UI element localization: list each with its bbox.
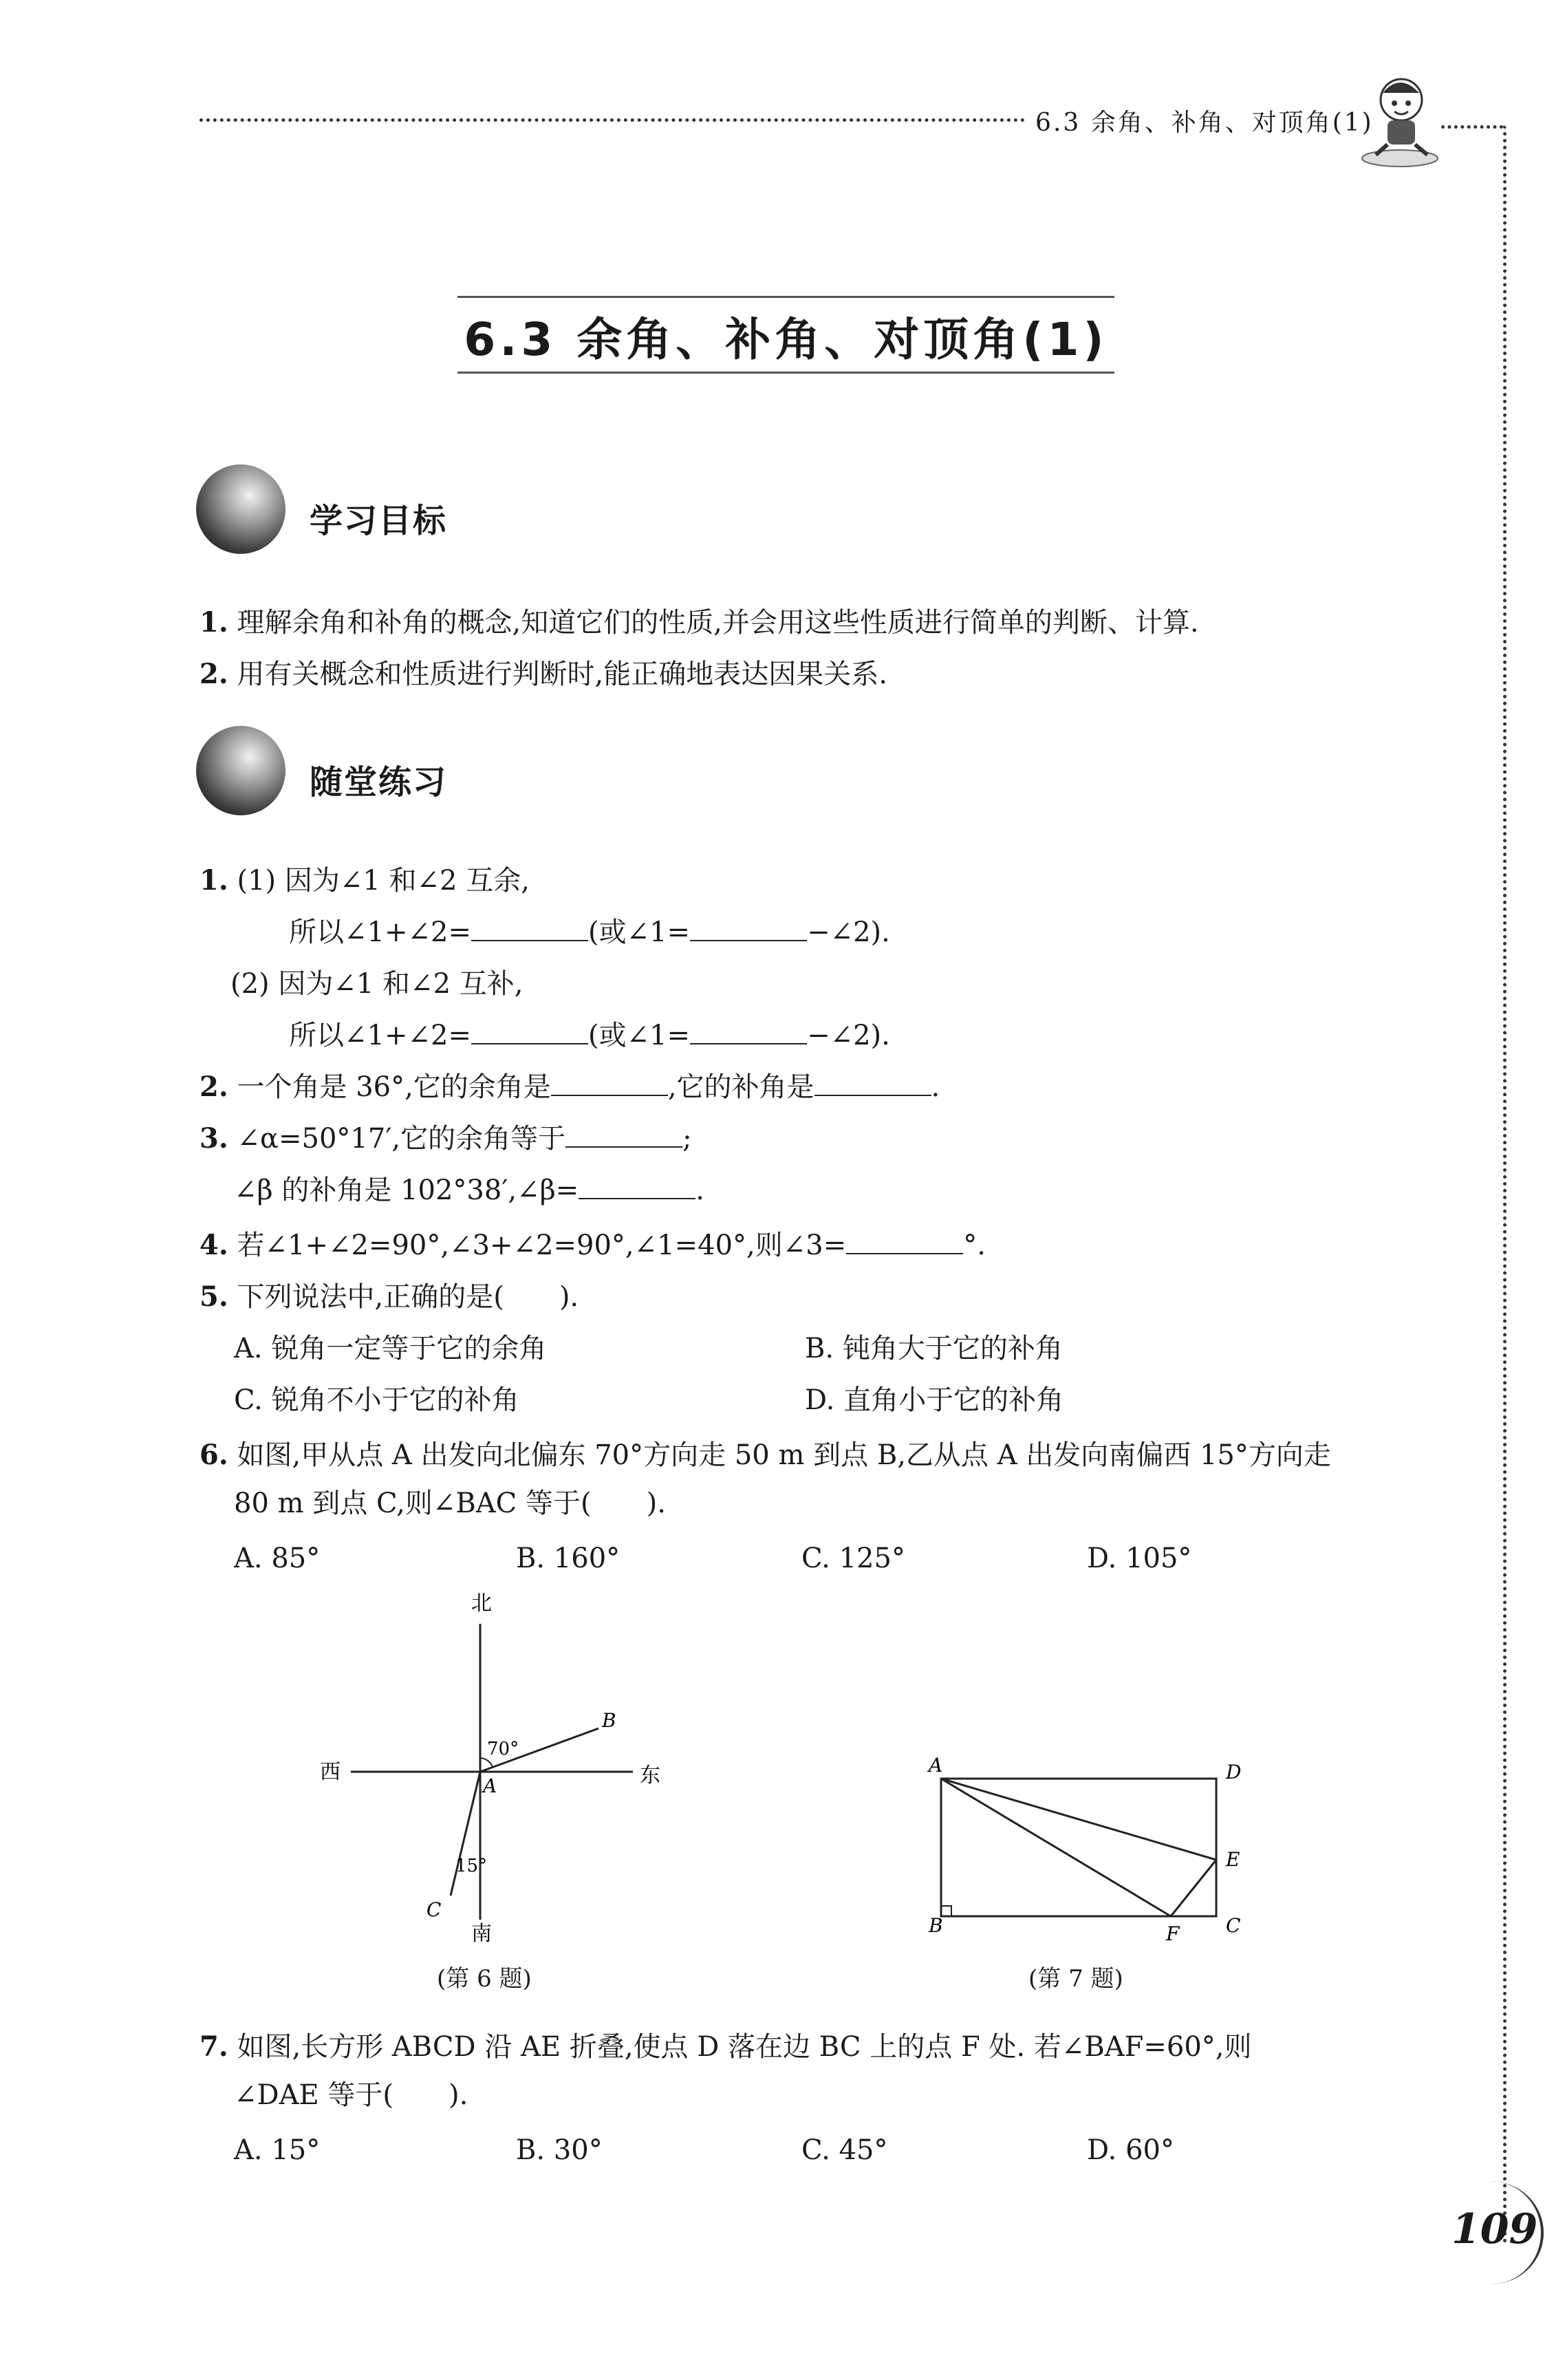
point-c-label: C [427,1898,442,1921]
option-c: C. 锐角不小于它的补角 [234,1384,519,1416]
question-6-line: 80 m 到点 C,则∠BAC 等于( ). [234,1488,666,1519]
question-3-line: ∠β 的补角是 102°38′,∠β= . [234,1175,704,1206]
question-4: 4. 若∠1+∠2=90°,∠3+∠2=90°,∠1=40°,则∠3= °. [199,1229,986,1261]
figure-7-caption: (第 7 题) [1028,1965,1123,1993]
answer-blank[interactable] [565,1122,682,1148]
question-7-line: ∠DAE 等于( ). [234,2079,468,2111]
option-c: C. 45° [801,2134,888,2166]
question-7: 7. 如图,长方形 ABCD 沿 AE 折叠,使点 D 落在边 BC 上的点 F 处. 若∠BAF=60°,则 [199,2030,1252,2063]
objective-item: 1. 理解余角和补角的概念,知道它们的性质,并会用这些性质进行简单的判断、计算. [199,606,1199,639]
question-6: 6. 如图,甲从点 A 出发向北偏东 70°方向走 50 m 到点 B,乙从点 A 出发向南偏西 15°方向走 [199,1439,1331,1471]
point-a-label: A [929,1754,943,1777]
page-title: 6.3 余角、补角、对顶角(1) [464,313,1108,366]
question-1-line: 所以∠1+∠2= (或∠1= −∠2). [289,916,890,948]
label-south: 南 [471,1922,492,1946]
option-d: D. 直角小于它的补角 [805,1384,1064,1416]
point-c-label: C [1226,1914,1241,1937]
question-5: 5. 下列说法中,正确的是( ). [199,1280,579,1313]
label-north: 北 [471,1591,492,1616]
option-a: A. 85° [234,1543,321,1574]
objectives-heading: 学习目标 [310,502,448,540]
option-d: D. 60° [1087,2134,1174,2166]
header-dotted-rule [199,118,1025,122]
point-b-label: B [929,1914,943,1937]
point-a-label: A [483,1775,497,1797]
running-title: 6.3 余角、补角、对顶角(1) [1035,109,1374,137]
segment-ae [941,1779,1216,1860]
title-bottom-rule [457,372,1114,374]
point-f-label: F [1166,1922,1180,1945]
question-1: 1. (1) 因为∠1 和∠2 互余, [199,864,530,897]
page-number: 109 [1451,2205,1538,2253]
figure-6-compass-diagram [303,1583,688,1968]
angle-15-label: 15° [455,1856,488,1876]
point-b-label: B [602,1709,616,1732]
angle-70-label: 70° [487,1739,519,1759]
option-c: C. 125° [801,1543,905,1574]
point-e-label: E [1226,1848,1240,1871]
figure-6-caption: (第 6 题) [437,1965,532,1993]
header-dotted-rule-right [1441,125,1503,129]
figure-7-rectangle-diagram [908,1748,1266,1947]
question-2: 2. 一个角是 36°,它的余角是 ,它的补角是 . [199,1071,940,1103]
option-b: B. 30° [516,2134,603,2166]
answer-blank[interactable] [471,915,588,941]
option-a: A. 锐角一定等于它的余角 [234,1333,547,1364]
segment-af [941,1779,1171,1916]
ray-ac [451,1772,480,1896]
question-1-line: 所以∠1+∠2= (或∠1= −∠2). [289,1020,890,1051]
page-border [1503,125,1507,2244]
question-1-part2: (2) 因为∠1 和∠2 互补, [230,968,524,1000]
mascot-icon [1359,69,1441,172]
practice-heading: 随堂练习 [310,763,448,802]
label-west: 西 [320,1760,341,1784]
title-top-rule [457,296,1114,298]
answer-blank[interactable] [579,1173,695,1199]
answer-blank[interactable] [551,1070,668,1096]
answer-blank[interactable] [846,1228,963,1254]
globe-icon [196,464,285,554]
segment-fe [1171,1860,1216,1916]
option-b: B. 160° [516,1543,620,1574]
label-east: 东 [640,1763,660,1788]
point-d-label: D [1226,1761,1242,1783]
answer-blank[interactable] [690,1018,807,1044]
question-3: 3. ∠α=50°17′,它的余角等于 ; [199,1122,692,1155]
globe-icon [196,726,285,815]
answer-blank[interactable] [814,1070,931,1096]
option-b: B. 钝角大于它的补角 [805,1333,1063,1364]
option-a: A. 15° [234,2134,321,2166]
answer-blank[interactable] [471,1018,588,1044]
objective-item: 2. 用有关概念和性质进行判断时,能正确地表达因果关系. [199,658,887,690]
option-d: D. 105° [1087,1543,1192,1574]
answer-blank[interactable] [690,915,807,941]
